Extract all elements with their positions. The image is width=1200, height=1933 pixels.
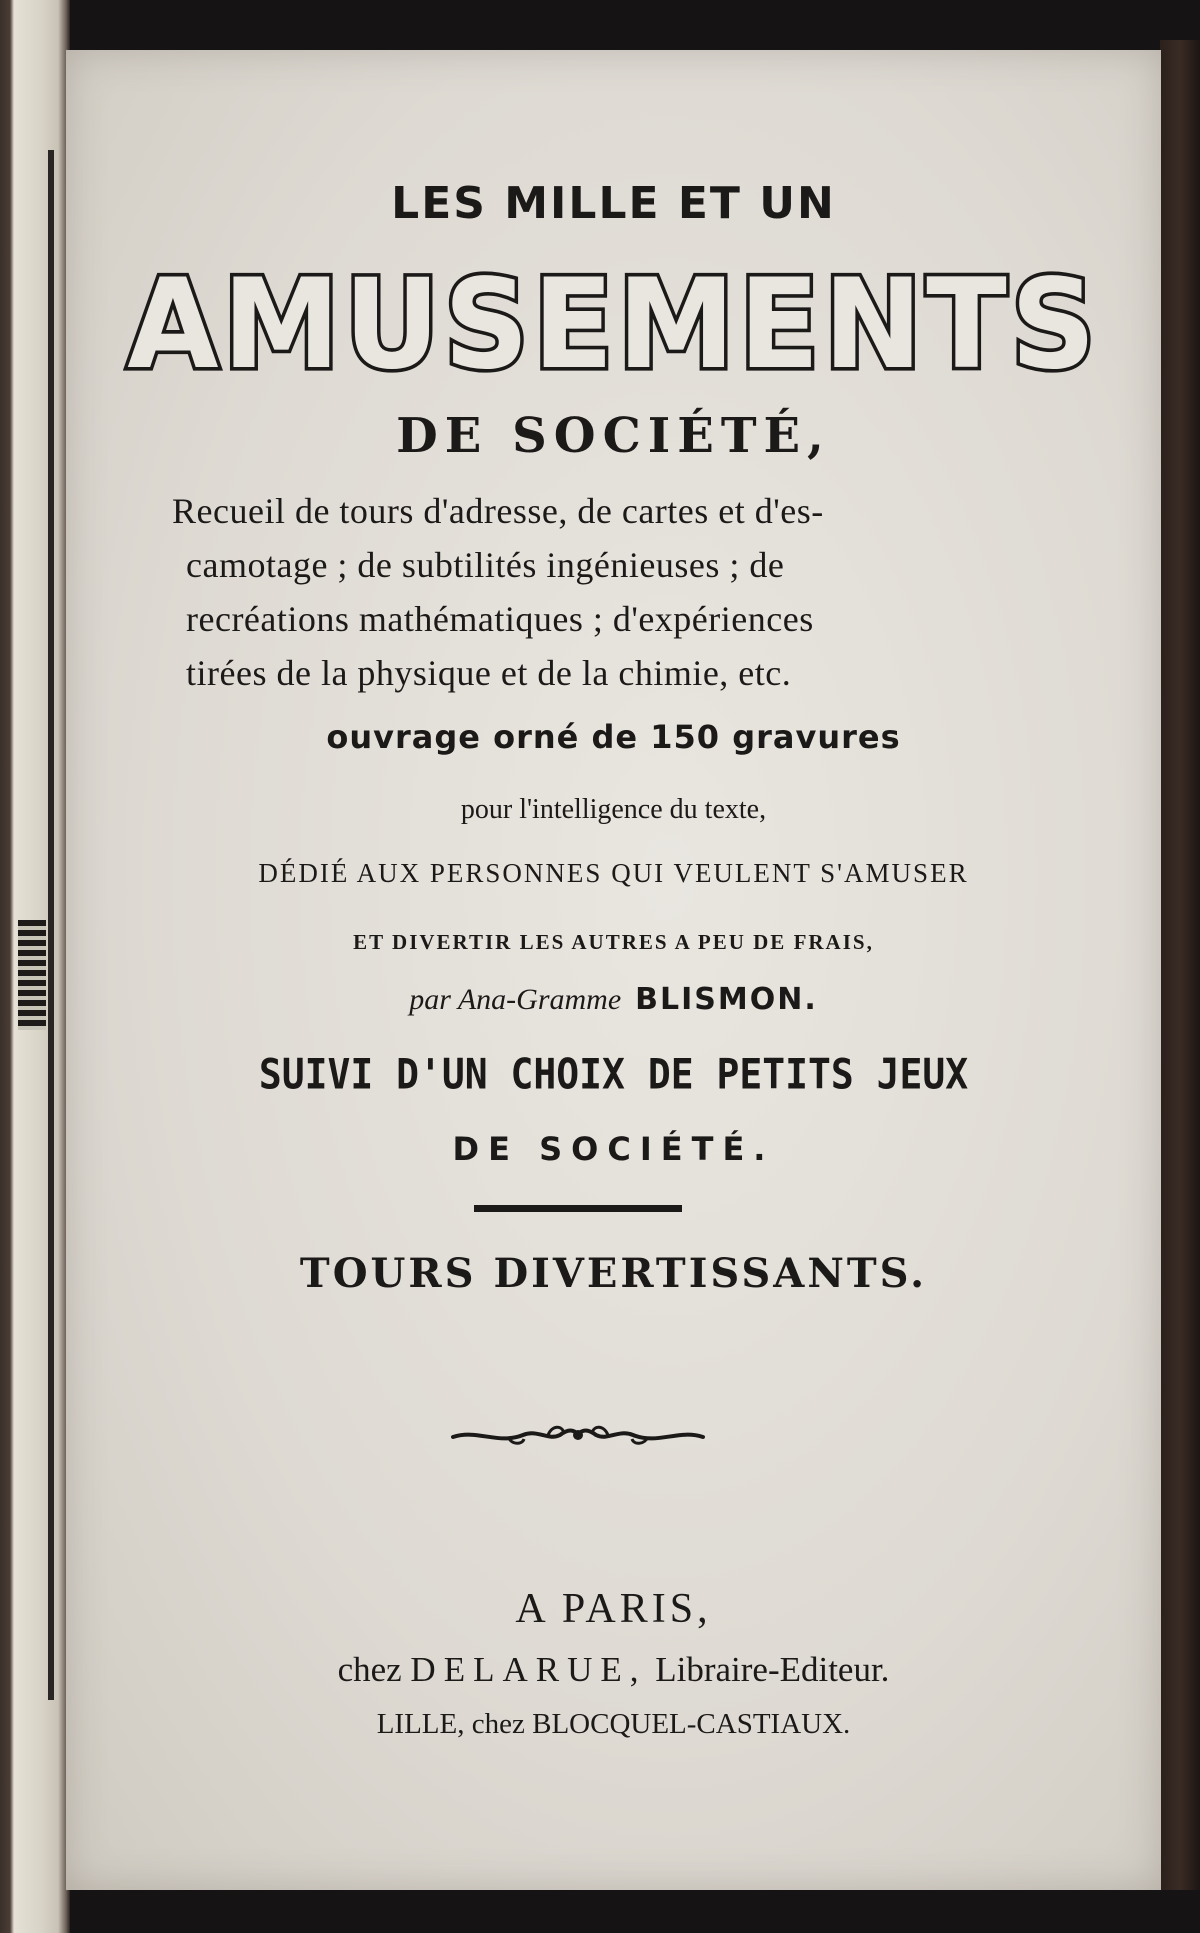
lille-line: LILLE, chez BLOCQUEL-CASTIAUX. [376, 1708, 851, 1740]
ouvrage-line: ouvrage orné de 150 gravures [326, 718, 901, 756]
publisher-name: DELARUE, [410, 1650, 647, 1689]
spine-binding-mark [18, 920, 46, 1030]
title-amusements: AMUSEMENTS [127, 251, 1100, 397]
description-line: Recueil de tours d'adresse, de cartes et d'es- [172, 491, 824, 531]
author-line [66, 982, 1161, 1017]
title-de-societe: DE SOCIÉTÉ, [396, 408, 831, 464]
flourish-ornament-icon [448, 1415, 708, 1455]
tours-divertissants: TOURS DIVERTISSANTS. [299, 1250, 928, 1297]
publisher-suffix: Libraire-Editeur. [655, 1650, 890, 1689]
author-prefix: par Ana-Gramme [409, 983, 622, 1016]
description-line: recréations mathématiques ; d'expériences [186, 599, 814, 639]
title-page [66, 50, 1161, 1890]
suivi-line: SUIVI D'UN CHOIX DE PETITS JEUX [258, 1049, 969, 1099]
pour-line: pour l'intelligence du texte, [460, 794, 767, 825]
description-line: camotage ; de subtilités ingénieuses ; de [186, 545, 785, 585]
title-les-mille: LES MILLE ET UN [391, 178, 836, 229]
place-paris: A PARIS, [515, 1586, 712, 1632]
book-cover-edge [1160, 40, 1200, 1890]
spine-rule [48, 150, 54, 1700]
description-line: tirées de la physique et de la chimie, etc. [186, 653, 792, 693]
horizontal-rule [474, 1205, 682, 1212]
divertir-line: ET DIVERTIR LES AUTRES A PEU DE FRAIS, [353, 930, 874, 954]
dedication-line: DÉDIÉ AUX PERSONNES QUI VEULENT S'AMUSER [258, 858, 969, 888]
author-name: BLISMON. [635, 982, 818, 1017]
de-societe-line: DE SOCIÉTÉ. [452, 1130, 775, 1168]
publisher-line [66, 1650, 1161, 1690]
publisher-prefix: chez [337, 1650, 402, 1689]
